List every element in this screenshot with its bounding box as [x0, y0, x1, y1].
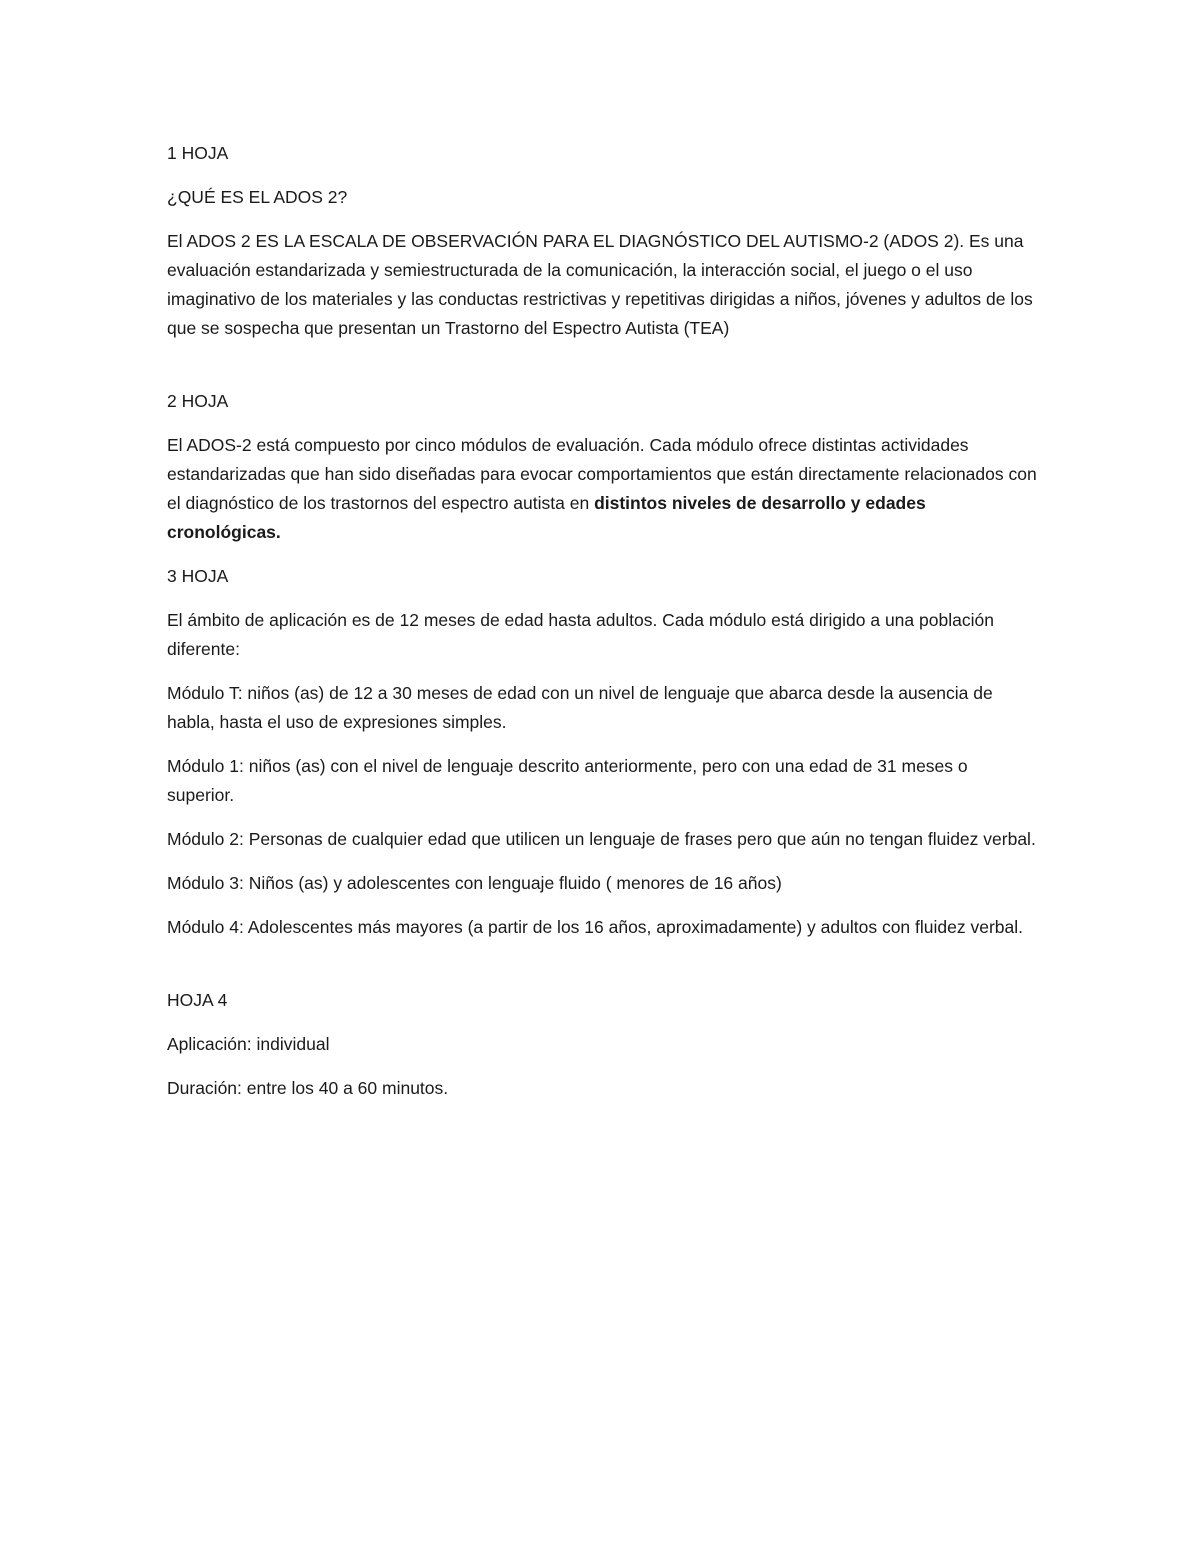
document-body	[167, 139, 1037, 1118]
module-1: Módulo 1: niños (as) con el nivel de lenguaje descrito anteriormente, pero con una edad de 31 meses o superior.	[167, 756, 968, 805]
section3-heading: 3 HOJA	[167, 566, 229, 586]
section1-heading: 1 HOJA	[167, 143, 229, 163]
section2-body-plain: El ADOS-2 está compuesto por cinco módulos de evaluación. Cada módulo ofrece distintas actividades estandarizadas que han sido diseñadas para evocar comportamientos que están directamente relacionados con el diagnóstico de los trastornos del espectro autista en	[167, 435, 1037, 513]
section2-heading: 2 HOJA	[167, 391, 229, 411]
module-2: Módulo 2: Personas de cualquier edad que utilicen un lenguaje de frases pero que aún no tengan fluidez verbal.	[167, 829, 1036, 849]
section4-duration: Duración: entre los 40 a 60 minutos.	[167, 1078, 449, 1098]
spacer	[167, 358, 1037, 387]
section4-heading: HOJA 4	[167, 990, 228, 1010]
module-4: Módulo 4: Adolescentes más mayores (a partir de los 16 años, aproximadamente) y adultos con fluidez verbal.	[167, 917, 1024, 937]
module-t: Módulo T: niños (as) de 12 a 30 meses de edad con un nivel de lenguaje que abarca desde la ausencia de habla, hasta el uso de expresiones simples.	[167, 683, 993, 732]
spacer	[167, 957, 1037, 986]
section2-body	[167, 431, 1037, 547]
section1-body: El ADOS 2 ES LA ESCALA DE OBSERVACIÓN PARA EL DIAGNÓSTICO DEL AUTISMO-2 (ADOS 2). Es una evaluación estandarizada y semiestructurada de la comunicación, la interacción social, el juego o el uso imaginativo de los materiales y las conductas restrictivas y repetitivas dirigidas a niños, jóvenes y adultos de los que se sospecha que presentan un Trastorno del Espectro Autista (TEA)	[167, 231, 1033, 338]
section2-body-bold: distintos niveles de desarrollo y edades cronológicas.	[167, 493, 926, 542]
module-3: Módulo 3: Niños (as) y adolescentes con lenguaje fluido ( menores de 16 años)	[167, 873, 782, 893]
section1-question: ¿QUÉ ES EL ADOS 2?	[167, 187, 348, 207]
section4-application: Aplicación: individual	[167, 1034, 330, 1054]
section3-intro: El ámbito de aplicación es de 12 meses de edad hasta adultos. Cada módulo está dirigido a una población diferente:	[167, 610, 994, 659]
